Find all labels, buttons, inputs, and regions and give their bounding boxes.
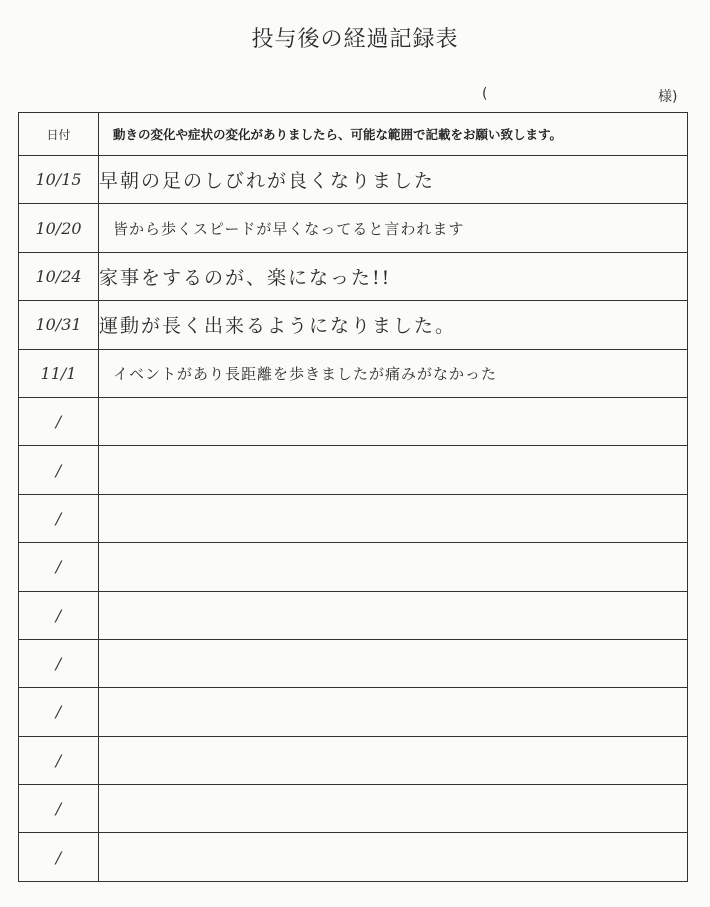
- row-note[interactable]: [99, 736, 688, 784]
- row-note[interactable]: イベントがあり長距離を歩きましたが痛みがなかった: [99, 349, 688, 397]
- name-open-paren: (: [482, 86, 488, 102]
- table-header-row: [19, 113, 688, 156]
- row-note[interactable]: [99, 446, 688, 494]
- row-date[interactable]: /: [19, 591, 99, 639]
- table-row: [19, 204, 688, 252]
- row-note[interactable]: [99, 833, 688, 881]
- table-row: [19, 833, 688, 881]
- table-row: [19, 736, 688, 784]
- row-date[interactable]: 10/24: [19, 252, 99, 300]
- table-row: [19, 349, 688, 397]
- table-row: [19, 494, 688, 542]
- header-date: 日付: [19, 113, 99, 156]
- row-note[interactable]: 皆から歩くスピードが早くなってると言われます: [99, 204, 688, 252]
- row-date[interactable]: /: [19, 494, 99, 542]
- row-date[interactable]: /: [19, 688, 99, 736]
- row-note[interactable]: 家事をするのが、楽になった!!: [99, 252, 688, 300]
- row-note[interactable]: [99, 591, 688, 639]
- table-row: [19, 639, 688, 687]
- row-date[interactable]: 10/20: [19, 204, 99, 252]
- row-note[interactable]: [99, 494, 688, 542]
- table-row: [19, 785, 688, 833]
- row-note[interactable]: 早朝の足のしびれが良くなりました: [99, 156, 688, 204]
- row-note[interactable]: [99, 688, 688, 736]
- name-suffix: 様): [658, 89, 678, 105]
- row-date[interactable]: 10/15: [19, 156, 99, 204]
- row-date[interactable]: /: [19, 833, 99, 881]
- header-note: 動きの変化や症状の変化がありましたら、可能な範囲で記載をお願い致します。: [99, 113, 688, 156]
- table-row: [19, 252, 688, 300]
- row-date[interactable]: 10/31: [19, 301, 99, 349]
- table-row: [19, 301, 688, 349]
- row-date[interactable]: /: [19, 639, 99, 687]
- row-note[interactable]: [99, 639, 688, 687]
- table-row: [19, 591, 688, 639]
- row-note[interactable]: [99, 785, 688, 833]
- row-date[interactable]: 11/1: [19, 349, 99, 397]
- row-date[interactable]: /: [19, 736, 99, 784]
- page-title: 投与後の経過記録表: [251, 27, 459, 52]
- row-note[interactable]: [99, 543, 688, 591]
- row-date[interactable]: /: [19, 397, 99, 445]
- progress-record-table: [18, 112, 688, 882]
- row-date[interactable]: /: [19, 543, 99, 591]
- table-row: [19, 397, 688, 445]
- row-date[interactable]: /: [19, 446, 99, 494]
- table-row: [19, 688, 688, 736]
- patient-name-field[interactable]: [478, 86, 688, 108]
- table-row: [19, 156, 688, 204]
- table-row: [19, 543, 688, 591]
- row-date[interactable]: /: [19, 785, 99, 833]
- row-note[interactable]: [99, 397, 688, 445]
- table-row: [19, 446, 688, 494]
- row-note[interactable]: 運動が長く出来るようになりました。: [99, 301, 688, 349]
